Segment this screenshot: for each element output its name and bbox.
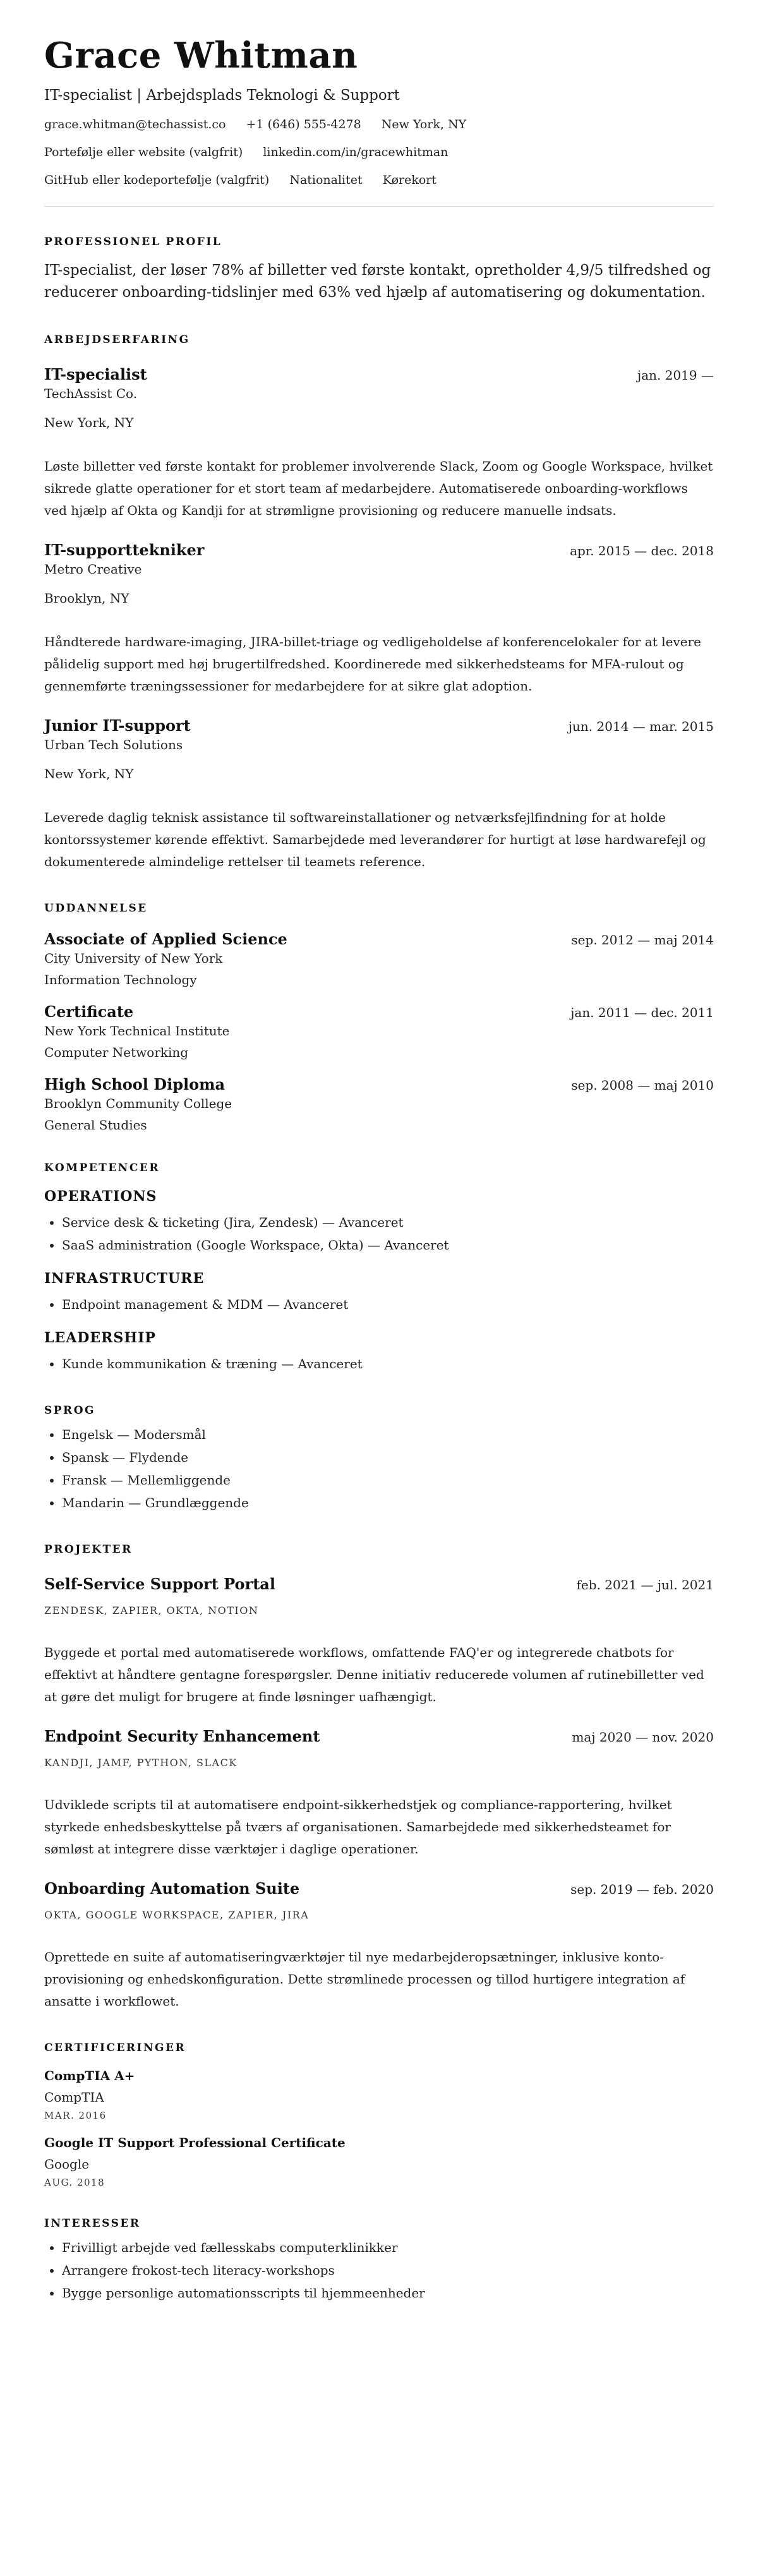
degree-title: High School Diploma — [44, 1074, 226, 1093]
skill-item: • Kunde kommunikation & træning — Avanceret — [62, 1352, 714, 1375]
project-name: Endpoint Security Enhancement — [44, 1726, 320, 1745]
profile-summary: IT-specialist, der løser 78% af billetter ved første kontakt, opretholder 4,9/5 tilfredshed og reducerer onboarding-tidslinjer med 63% ved hjælp af automatisering og dokumentation. — [44, 262, 711, 301]
section-title-experience: ARBEJDSERFARING — [44, 333, 190, 346]
project-description: Byggede et portal med automatiserede workflows, omfattende FAQ'er og integrerede chatbots for effektivt at håndtere gentagne forespørgsler. Denne initiativ reducerede volumen af rutinebilletter ved at gøre det muligt for brugere at finde løsninger uafhængigt. — [44, 1644, 704, 1704]
location: New York, NY — [381, 117, 467, 131]
section-title-profile: PROFESSIONEL PROFIL — [44, 235, 222, 248]
company-name: Urban Tech Solutions — [44, 737, 183, 752]
skill-category-title: LEADERSHIP — [44, 1329, 156, 1346]
education-dates: jan. 2011 — dec. 2011 — [570, 1004, 714, 1020]
language-list — [44, 1423, 714, 1514]
experience-section — [44, 334, 714, 873]
company-name: TechAssist Co. — [44, 385, 138, 401]
contact-row-extra — [44, 173, 714, 187]
language-item: • Fransk — Mellemliggende — [62, 1469, 714, 1491]
project-entry — [44, 1575, 714, 1708]
experience-entry — [44, 716, 714, 873]
project-dates: maj 2020 — nov. 2020 — [572, 1729, 714, 1745]
contact-row-links — [44, 145, 714, 159]
job-location: Brooklyn, NY — [44, 590, 129, 606]
field-of-study: General Studies — [44, 1117, 147, 1133]
interest-item: • Frivilligt arbejde ved fællesskabs computerklinikker — [62, 2236, 714, 2259]
linkedin-link[interactable]: linkedin.com/in/gracewhitman — [263, 145, 448, 159]
interest-item: • Bygge personlige automationsscripts til hjemmeenheder — [62, 2282, 714, 2304]
job-location: New York, NY — [44, 414, 134, 430]
languages-section — [44, 1404, 714, 1514]
certification-name: CompTIA A+ — [44, 2067, 135, 2083]
section-title-projects: PROJEKTER — [44, 1543, 133, 1556]
language-item: • Engelsk — Modersmål — [62, 1423, 714, 1446]
profile-section — [44, 236, 714, 304]
certification-issuer: CompTIA — [44, 2089, 104, 2105]
section-title-languages: SPROG — [44, 1404, 96, 1417]
project-entry — [44, 1879, 714, 2013]
nationality: Nationalitet — [289, 172, 363, 187]
candidate-name: Grace Whitman — [44, 35, 358, 76]
project-entry — [44, 1727, 714, 1860]
project-description: Oprettede en suite af automatiseringværktøjer til nye medarbejderopsætninger, inklusive konto-provisioning og enhedskonfiguration. Dette strømlinede processen og tillod hurtigere integration af ansatte i workflowet. — [44, 1949, 685, 2009]
certification-issuer: Google — [44, 2156, 90, 2172]
resume-header — [44, 37, 714, 207]
project-tags: OKTA, GOOGLE WORKSPACE, ZAPIER, JIRA — [44, 1908, 310, 1921]
interest-item: • Arrangere frokost-tech literacy-workshops — [62, 2259, 714, 2282]
education-entry — [44, 1002, 714, 1060]
job-title: IT-specialist — [44, 364, 147, 383]
job-description: Leverede daglig teknisk assistance til softwareinstallationer og netværksfejlfindning for at holde kontorssystemer kørende effektivt. Samarbejdede med leverandører for hurtigt at løse hardwarefejl og dokumenterede almindelige rettelser til teamets reference. — [44, 809, 706, 869]
skill-item: • Endpoint management & MDM — Avanceret — [62, 1293, 714, 1316]
header-divider — [44, 206, 714, 207]
certification-name: Google IT Support Professional Certificate — [44, 2134, 346, 2150]
certification-date: MAR. 2016 — [44, 2109, 107, 2121]
job-dates: jan. 2019 — — [637, 367, 714, 383]
school-name: City University of New York — [44, 950, 223, 966]
project-tags: KANDJI, JAMF, PYTHON, SLACK — [44, 1756, 238, 1769]
certification-entry — [44, 2068, 714, 2121]
education-dates: sep. 2012 — maj 2014 — [571, 932, 714, 948]
section-title-skills: KOMPETENCER — [44, 1161, 160, 1174]
school-name: Brooklyn Community College — [44, 1095, 232, 1111]
project-tags: ZENDESK, ZAPIER, OKTA, NOTION — [44, 1604, 259, 1616]
skills-section — [44, 1162, 714, 1375]
skill-list — [44, 1293, 714, 1316]
interests-section — [44, 2217, 714, 2304]
interest-list — [44, 2236, 714, 2304]
email-link[interactable]: grace.whitman@techassist.co — [44, 117, 226, 131]
field-of-study: Computer Networking — [44, 1044, 189, 1060]
project-description: Udviklede scripts til at automatisere endpoint-sikkerhedstjek og compliance-rapportering, hvilket styrkede enhedsbeskyttelse på tværs af organisationen. Samarbejdede med sikkerhedsteamet for sømløst at integrere disse værktøjer i daglige operationer. — [44, 1797, 672, 1857]
projects-section — [44, 1543, 714, 2013]
education-section — [44, 902, 714, 1133]
degree-title: Associate of Applied Science — [44, 929, 287, 948]
skill-category-title: INFRASTRUCTURE — [44, 1270, 205, 1287]
skill-list — [44, 1211, 714, 1256]
job-dates: apr. 2015 — dec. 2018 — [570, 543, 714, 558]
section-title-interests: INTERESSER — [44, 2217, 141, 2230]
degree-title: Certificate — [44, 1002, 134, 1021]
job-title: IT-supporttekniker — [44, 540, 205, 559]
job-description: Løste billetter ved første kontakt for problemer involverende Slack, Zoom og Google Workspace, hvilket sikrede glatte operationer for et stort team af medarbejdere. Automatiserede onboarding-workflows ved hjælp af Okta og Kandji for at strømligne provisioning og reducere manuelle indsats. — [44, 458, 713, 518]
drivers-license: Kørekort — [382, 172, 436, 187]
job-location: New York, NY — [44, 766, 134, 781]
field-of-study: Information Technology — [44, 972, 197, 987]
education-dates: sep. 2008 — maj 2010 — [571, 1077, 714, 1093]
project-dates: sep. 2019 — feb. 2020 — [570, 1881, 714, 1897]
language-item: • Spansk — Flydende — [62, 1446, 714, 1469]
skill-list — [44, 1352, 714, 1375]
project-name: Onboarding Automation Suite — [44, 1879, 300, 1898]
project-dates: feb. 2021 — jul. 2021 — [576, 1577, 714, 1592]
section-title-education: UDDANNELSE — [44, 901, 148, 915]
portfolio-link[interactable]: Portefølje eller website (valgfrit) — [44, 145, 243, 159]
skill-category-title: OPERATIONS — [44, 1188, 157, 1205]
company-name: Metro Creative — [44, 561, 142, 577]
education-entry — [44, 930, 714, 987]
skill-item: • SaaS administration (Google Workspace, Okta) — Avanceret — [62, 1234, 714, 1256]
contact-row-primary — [44, 117, 714, 131]
certification-entry — [44, 2135, 714, 2188]
school-name: New York Technical Institute — [44, 1023, 230, 1038]
certification-date: AUG. 2018 — [44, 2176, 105, 2188]
language-item: • Mandarin — Grundlæggende — [62, 1491, 714, 1514]
experience-entry — [44, 365, 714, 522]
experience-entry — [44, 541, 714, 697]
skill-item: • Service desk & ticketing (Jira, Zendesk) — Avanceret — [62, 1211, 714, 1234]
certifications-section — [44, 2042, 714, 2188]
headline: IT-specialist | Arbejdsplads Teknologi & Support — [44, 87, 400, 104]
project-name: Self-Service Support Portal — [44, 1574, 275, 1593]
job-title: Junior IT-support — [44, 716, 191, 735]
section-title-certifications: CERTIFICERINGER — [44, 2041, 186, 2054]
github-link[interactable]: GitHub eller kodeportefølje (valgfrit) — [44, 172, 270, 187]
phone-number: +1 (646) 555-4278 — [246, 117, 361, 131]
job-dates: jun. 2014 — mar. 2015 — [568, 718, 714, 734]
job-description: Håndterede hardware-imaging, JIRA-billet-triage og vedligeholdelse af konferencelokaler for at levere pålidelig support med høj brugertilfredshed. Koordinerede med sikkerhedsteams for MFA-rulout og gennemførte træningssessioner for medarbejdere for at sikre glat adoption. — [44, 634, 702, 694]
education-entry — [44, 1075, 714, 1133]
